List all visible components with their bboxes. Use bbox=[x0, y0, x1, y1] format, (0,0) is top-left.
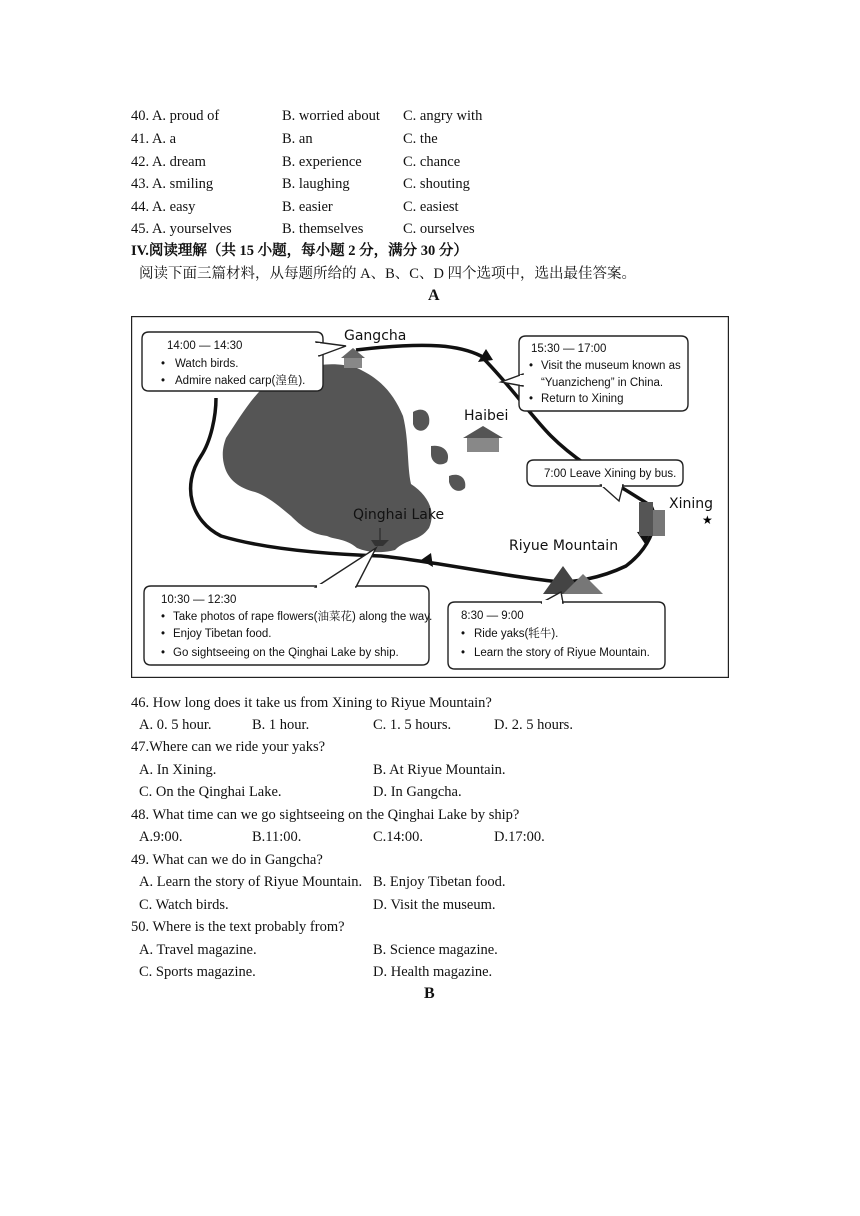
question-48: 48. What time can we go sightseeing on the Qinghai Lake by ship? bbox=[131, 807, 520, 823]
cloze-43-c: C. shouting bbox=[403, 176, 470, 192]
option-47-d: D. In Gangcha. bbox=[373, 784, 462, 800]
option-48-a: A.9:00. bbox=[139, 829, 183, 845]
option-49-a: A. Learn the story of Riyue Mountain. bbox=[139, 874, 363, 890]
option-49-d: D. Visit the museum. bbox=[373, 897, 496, 913]
svg-text:•: • bbox=[529, 360, 534, 372]
svg-text:•: • bbox=[461, 628, 466, 640]
option-50-c: C. Sports magazine. bbox=[139, 964, 256, 980]
option-47-a: A. In Xining. bbox=[139, 762, 217, 778]
bubble-xining-depart: 7:00 Leave Xining by bus. bbox=[544, 468, 677, 480]
question-50: 50. Where is the text probably from? bbox=[131, 919, 345, 935]
label-qinghai-lake: Qinghai Lake bbox=[353, 507, 445, 523]
option-46-b: B. 1 hour. bbox=[252, 717, 310, 733]
option-49-c: C. Watch birds. bbox=[139, 897, 229, 913]
option-46-d: D. 2. 5 hours. bbox=[494, 717, 573, 733]
cloze-45-a: 45. A. yourselves bbox=[131, 221, 232, 237]
option-48-c: C.14:00. bbox=[373, 829, 423, 845]
instructions: 阅读下面三篇材料，从每题所给的 A、B、C、D 四个选项中，选出最佳答案。 bbox=[139, 266, 637, 282]
cloze-43-a: 43. A. smiling bbox=[131, 176, 214, 192]
bubble-qinghai-item-3: Go sightseeing on the Qinghai Lake by ship. bbox=[173, 647, 399, 659]
question-47: 47.Where can we ride your yaks? bbox=[131, 739, 326, 755]
cloze-44-b: B. easier bbox=[282, 199, 333, 215]
cloze-42-b: B. experience bbox=[282, 154, 362, 170]
bubble-haibei-item-1b: “Yuanzicheng” in China. bbox=[541, 377, 664, 389]
bubble-haibei-item-2: Return to Xining bbox=[541, 393, 624, 405]
section-heading: IV.阅读理解（共 15 小题，每小题 2 分，满分 30 分） bbox=[131, 243, 468, 259]
cloze-42-c: C. chance bbox=[403, 154, 461, 170]
svg-text:•: • bbox=[161, 611, 166, 623]
qinghai-lake-tour-map bbox=[131, 316, 729, 678]
cloze-44-a: 44. A. easy bbox=[131, 199, 196, 215]
star-icon: ★ bbox=[702, 513, 713, 527]
svg-text:•: • bbox=[161, 628, 166, 640]
bubble-qinghai-item-2: Enjoy Tibetan food. bbox=[173, 628, 272, 640]
cloze-40-b: B. worried about bbox=[282, 108, 380, 124]
label-riyue-mountain: Riyue Mountain bbox=[509, 538, 619, 554]
bubble-gangcha-time: 14:00 — 14:30 bbox=[167, 340, 243, 352]
bubble-riyue-item-2: Learn the story of Riyue Mountain. bbox=[474, 647, 650, 659]
question-49: 49. What can we do in Gangcha? bbox=[131, 852, 323, 868]
option-48-d: D.17:00. bbox=[494, 829, 545, 845]
bubble-qinghai-time: 10:30 — 12:30 bbox=[161, 594, 237, 606]
island-1 bbox=[413, 410, 429, 431]
bubble-gangcha-item-1: • bbox=[161, 358, 166, 370]
cloze-45-c: C. ourselves bbox=[403, 221, 475, 237]
svg-text:•: • bbox=[529, 393, 534, 405]
svg-text:•: • bbox=[161, 375, 166, 387]
svg-text:Watch birds.: Watch birds. bbox=[175, 358, 239, 370]
cloze-41-c: C. the bbox=[403, 131, 438, 147]
cloze-43-b: B. laughing bbox=[282, 176, 350, 192]
bubble-haibei-item-1: Visit the museum known as bbox=[541, 360, 681, 372]
option-50-d: D. Health magazine. bbox=[373, 964, 493, 980]
option-50-a: A. Travel magazine. bbox=[139, 942, 257, 958]
option-48-b: B.11:00. bbox=[252, 829, 302, 845]
passage-a-label: A bbox=[428, 287, 440, 304]
option-46-a: A. 0. 5 hour. bbox=[139, 717, 212, 733]
option-49-b: B. Enjoy Tibetan food. bbox=[373, 874, 506, 890]
cloze-40-a: 40. A. proud of bbox=[131, 108, 220, 124]
cloze-41-b: B. an bbox=[282, 131, 313, 147]
option-47-c: C. On the Qinghai Lake. bbox=[139, 784, 282, 800]
cloze-45-b: B. themselves bbox=[282, 221, 364, 237]
option-50-b: B. Science magazine. bbox=[373, 942, 498, 958]
label-gangcha: Gangcha bbox=[344, 328, 407, 344]
cloze-44-c: C. easiest bbox=[403, 199, 459, 215]
passage-b-label: B bbox=[424, 985, 435, 1002]
cloze-40-c: C. angry with bbox=[403, 108, 483, 124]
option-46-c: C. 1. 5 hours. bbox=[373, 717, 452, 733]
label-haibei: Haibei bbox=[464, 408, 509, 424]
label-xining: Xining bbox=[669, 496, 714, 512]
bubble-gangcha-item-2: Admire naked carp(湟鱼). bbox=[175, 375, 306, 387]
option-47-b: B. At Riyue Mountain. bbox=[373, 762, 506, 778]
svg-text:•: • bbox=[161, 647, 166, 659]
bubble-riyue-time: 8:30 — 9:00 bbox=[461, 610, 524, 622]
bubble-riyue-item-1: Ride yaks(牦牛). bbox=[474, 628, 559, 640]
bubble-qinghai-item-1: Take photos of rape flowers(油菜花) along the way. bbox=[173, 611, 433, 623]
question-46: 46. How long does it take us from Xining to Riyue Mountain? bbox=[131, 695, 492, 711]
cloze-42-a: 42. A. dream bbox=[131, 154, 206, 170]
bubble-haibei-time: 15:30 — 17:00 bbox=[531, 343, 607, 355]
svg-text:•: • bbox=[461, 647, 466, 659]
cloze-41-a: 41. A. a bbox=[131, 131, 177, 147]
